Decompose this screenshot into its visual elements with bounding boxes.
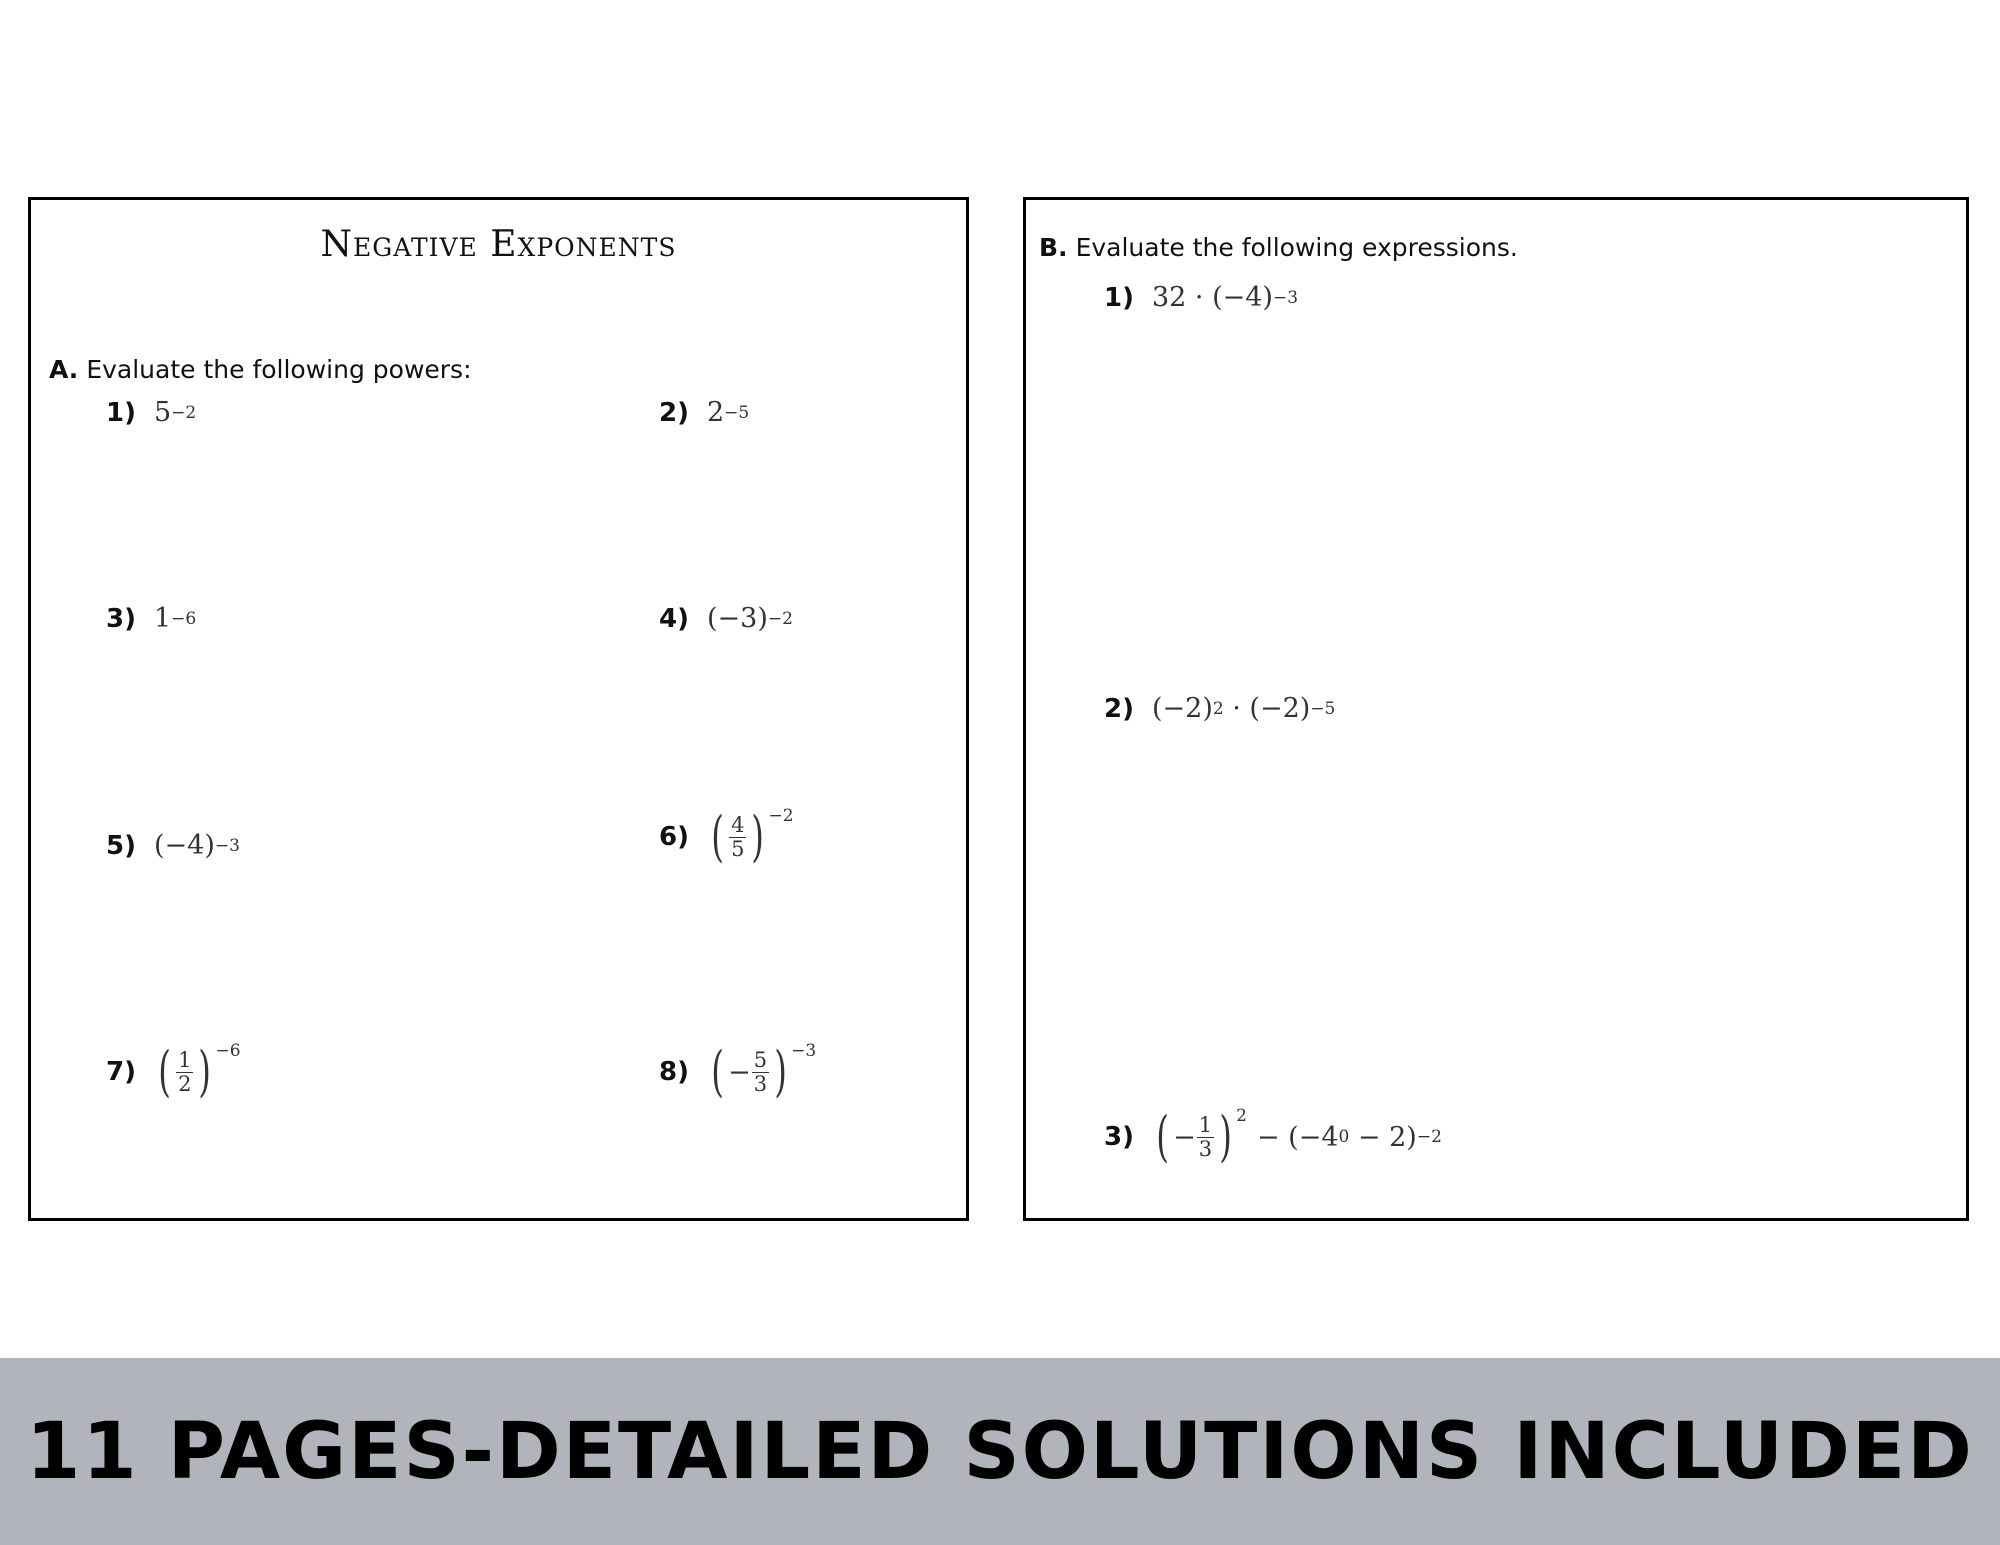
problem-expression — [154, 830, 240, 861]
problem-a2 — [659, 397, 749, 428]
section-b-heading — [1039, 233, 1518, 262]
numerator: 4 — [731, 813, 745, 838]
exponent: 0 — [1338, 1127, 1350, 1147]
problem-a3 — [106, 603, 196, 634]
denominator: 3 — [753, 1071, 768, 1096]
fraction — [729, 814, 746, 859]
exponent: −2 — [768, 806, 794, 826]
fraction — [176, 1049, 193, 1094]
problem-number: 1) — [106, 397, 136, 428]
section-b-instruction: Evaluate the following expressions. — [1075, 233, 1518, 262]
problem-number: 5) — [106, 830, 136, 861]
exponent: 2 — [1236, 1106, 1247, 1126]
problem-number: 3) — [1104, 1122, 1134, 1152]
term: − (−4 — [1256, 1121, 1339, 1153]
term: · (−2) — [1223, 693, 1311, 724]
numerator: 1 — [178, 1048, 192, 1073]
problem-expression — [1152, 282, 1298, 313]
problem-number: 7) — [106, 1057, 136, 1087]
fraction-sign: − — [728, 1056, 751, 1088]
left-paren: ( — [711, 805, 724, 868]
solutions-banner — [0, 1358, 2000, 1545]
fraction — [752, 1049, 769, 1094]
section-a-heading — [49, 355, 472, 384]
denominator: 5 — [731, 836, 745, 861]
problem-a1 — [106, 397, 196, 428]
exponent: −3 — [791, 1041, 817, 1061]
exponent: −2 — [171, 402, 197, 423]
problem-number: 8) — [659, 1057, 689, 1087]
base: 1 — [153, 603, 172, 634]
base: 5 — [153, 397, 172, 428]
problem-expression — [707, 805, 794, 868]
problem-number: 6) — [659, 822, 689, 852]
numerator: 5 — [753, 1048, 768, 1073]
left-paren: ( — [1156, 1105, 1169, 1168]
exponent: −5 — [1310, 698, 1336, 719]
banner-text: 11 PAGES-DETAILED SOLUTIONS INCLUDED — [26, 1406, 1974, 1497]
problem-b3 — [1104, 1105, 1442, 1168]
problem-expression — [154, 397, 196, 428]
problem-a4 — [659, 603, 793, 634]
right-paren: ) — [1219, 1105, 1232, 1168]
right-paren: ) — [774, 1040, 787, 1103]
term: 32 · (−4) — [1151, 282, 1273, 313]
exponent: −2 — [767, 608, 793, 629]
worksheet-page-b — [1023, 197, 1969, 1221]
term: − 2) — [1349, 1121, 1417, 1153]
problem-expression — [707, 397, 749, 428]
problem-b1 — [1104, 282, 1298, 313]
exponent: −5 — [724, 402, 750, 423]
exponent: −6 — [215, 1041, 241, 1061]
numerator: 1 — [1198, 1113, 1213, 1138]
exponent: −3 — [214, 835, 240, 856]
problem-number: 3) — [106, 603, 136, 634]
problem-b2 — [1104, 693, 1335, 724]
exponent: −3 — [1272, 287, 1299, 308]
problem-number: 4) — [659, 603, 689, 634]
section-a-letter: A. — [49, 355, 79, 384]
denominator: 3 — [1198, 1136, 1213, 1161]
problem-a8 — [659, 1040, 817, 1103]
problem-number: 2) — [659, 397, 689, 428]
problem-expression — [1152, 1105, 1442, 1168]
exponent: 2 — [1212, 698, 1224, 719]
section-a-instruction: Evaluate the following powers: — [86, 355, 472, 384]
base: 2 — [706, 397, 725, 428]
right-paren: ) — [198, 1040, 212, 1103]
section-b-letter: B. — [1039, 233, 1068, 262]
term: (−2) — [1151, 693, 1213, 724]
problem-number: 2) — [1104, 693, 1134, 724]
exponent: −6 — [171, 608, 197, 629]
problem-expression — [1152, 693, 1335, 724]
problem-number: 1) — [1104, 282, 1134, 313]
problem-expression — [707, 1040, 817, 1103]
left-paren: ( — [711, 1040, 724, 1103]
denominator: 2 — [178, 1071, 192, 1096]
right-paren: ) — [751, 805, 765, 868]
fraction — [1197, 1114, 1214, 1159]
worksheet-title: Negative Exponents — [320, 224, 677, 265]
problem-a7 — [106, 1040, 241, 1103]
exponent: −2 — [1416, 1127, 1442, 1147]
left-paren: ( — [158, 1040, 171, 1103]
fraction-sign: − — [1173, 1121, 1196, 1153]
base: (−3) — [706, 603, 768, 634]
problem-a6 — [659, 805, 794, 868]
base: (−4) — [153, 830, 215, 861]
problem-a5 — [106, 830, 240, 861]
problem-expression — [707, 603, 793, 634]
problem-expression — [154, 1040, 241, 1103]
worksheet-page-a — [28, 197, 969, 1221]
problem-expression — [154, 603, 196, 634]
